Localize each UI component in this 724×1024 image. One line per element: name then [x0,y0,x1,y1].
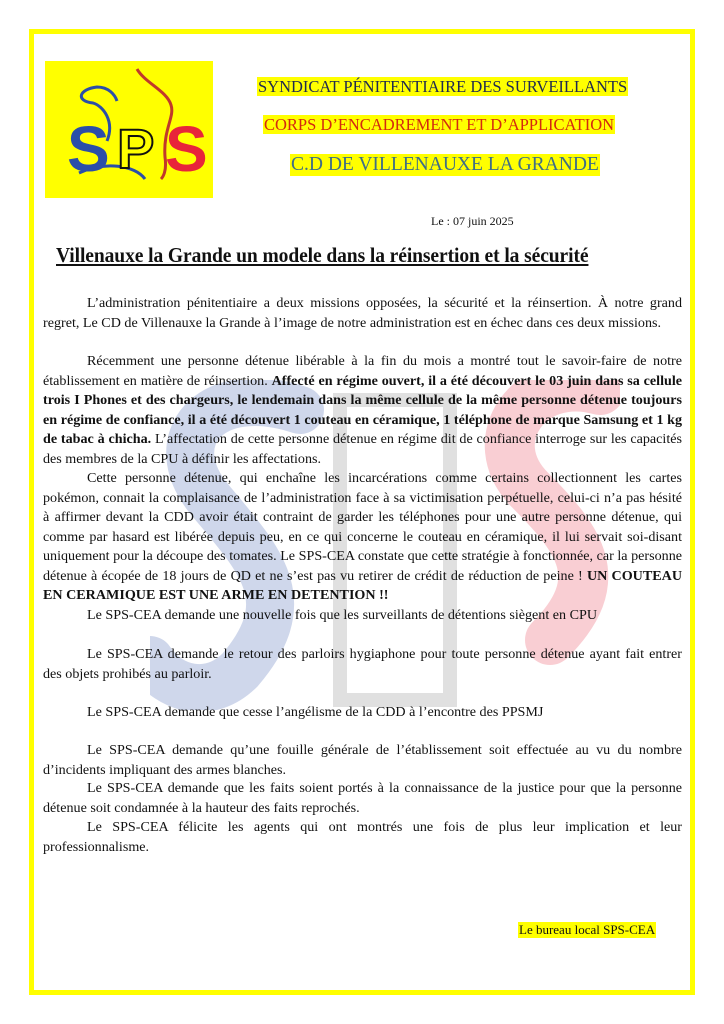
paragraph-8 [43,779,682,818]
document-date: Le : 07 juin 2025 [431,214,514,228]
paragraph-2-end: L’affectation de cette personne détenue en régime dit de confiance interroge sur les capacités des membres de la CPU à définir les affectations. [43,431,682,467]
paragraph-7-text: Le SPS-CEA demande qu’une fouille générale de l’établissement soit effectuée au vu du nombre d’incidents impliquant des armes blanches. [43,742,682,778]
paragraph-9 [43,818,682,857]
paragraph-2 [43,352,682,469]
paragraph-7 [43,741,682,780]
paragraph-6-text: Le SPS-CEA demande que cesse l’angélisme de la CDD à l’encontre des PPSMJ [87,704,544,720]
paragraph-5 [43,645,682,684]
logo-letter-s1: S [67,113,110,185]
paragraph-2-bold: Affecté en régime ouvert, il a été découvert le 03 juin dans sa cellule trois I Phones et des chargeurs, le lendemain dans la même cellule de la même personne détenue toujours en régime de confiance, il a été découvert 1 couteau en céramique, 1 téléphone de marque Samsung et 1 kg de tabac à chicha. [43,372,682,447]
paragraph-3 [43,469,682,606]
document-title: Villenauxe la Grande un modele dans la réinsertion et la sécurité [56,243,589,267]
paragraph-1-text: L’administration pénitentiaire a deux missions opposées, la sécurité et la réinsertion. À notre grand regret, Le CD de Villenauxe la Grande à l’image de notre administration est en échec dans ces deux missions. [43,295,682,331]
paragraph-3-bold: UN COUTEAU EN CERAMIQUE EST UNE ARME EN DETENTION !! [43,567,682,603]
paragraph-1 [43,294,682,333]
paragraph-3-text: Cette personne détenue, qui enchaîne les incarcérations comme certains collectionnent les cartes pokémon, connait la complaisance de l’administration face à sa victimisation perpétuelle, celui-ci n’a pas hésité à affirmer devant la CDD avoir était contraint de garder les téléphones pour une autre personne détenue, qui comme par hasard est libérée depuis peu, en ce qui concerne le couteau en céramique, il lui servait soi-disant uniquement pour la découpe des tomates. Le SPS-CEA constate que cette stratégie à fonctionnée, car la personne détenue à écopée de 18 jours de QD et ne s’est pas vu retirer de crédit de réduction de peine ! [43,470,682,584]
sps-logo-graphic [45,61,213,198]
paragraph-8-text: Le SPS-CEA demande que les faits soient portés à la connaissance de la justice pour que la personne détenue soit condamnée à la hauteur des faits reprochés. [43,780,682,816]
paragraph-4 [43,606,682,626]
paragraph-6 [43,703,682,723]
union-corps: CORPS D’ENCADREMENT ET D’APPLICATION [264,115,615,134]
paragraph-9-text: Le SPS-CEA félicite les agents qui ont montrés une fois de plus leur implication et leur professionnalisme. [43,819,682,855]
logo-letter-s2: S [165,113,208,185]
paragraph-5-text: Le SPS-CEA demande le retour des parloirs hygiaphone pour toute personne détenue ayant fait entrer des objets prohibés au parloir. [43,646,682,682]
paragraph-2-intro: Récemment une personne détenue libérable à la fin du mois a montré tout le savoir-faire de notre établissement en matière de réinsertion. [43,353,682,389]
sps-logo [45,61,213,198]
paragraph-4-text: Le SPS-CEA demande une nouvelle fois que les surveillants de détentions siègent en CPU [87,607,598,623]
establishment-name: C.D DE VILLENAUXE LA GRANDE [291,154,599,175]
signature: Le bureau local SPS-CEA [519,922,656,937]
logo-letter-p: P [117,117,155,180]
union-name: SYNDICAT PÉNITENTIAIRE DES SURVEILLANTS [258,77,628,96]
